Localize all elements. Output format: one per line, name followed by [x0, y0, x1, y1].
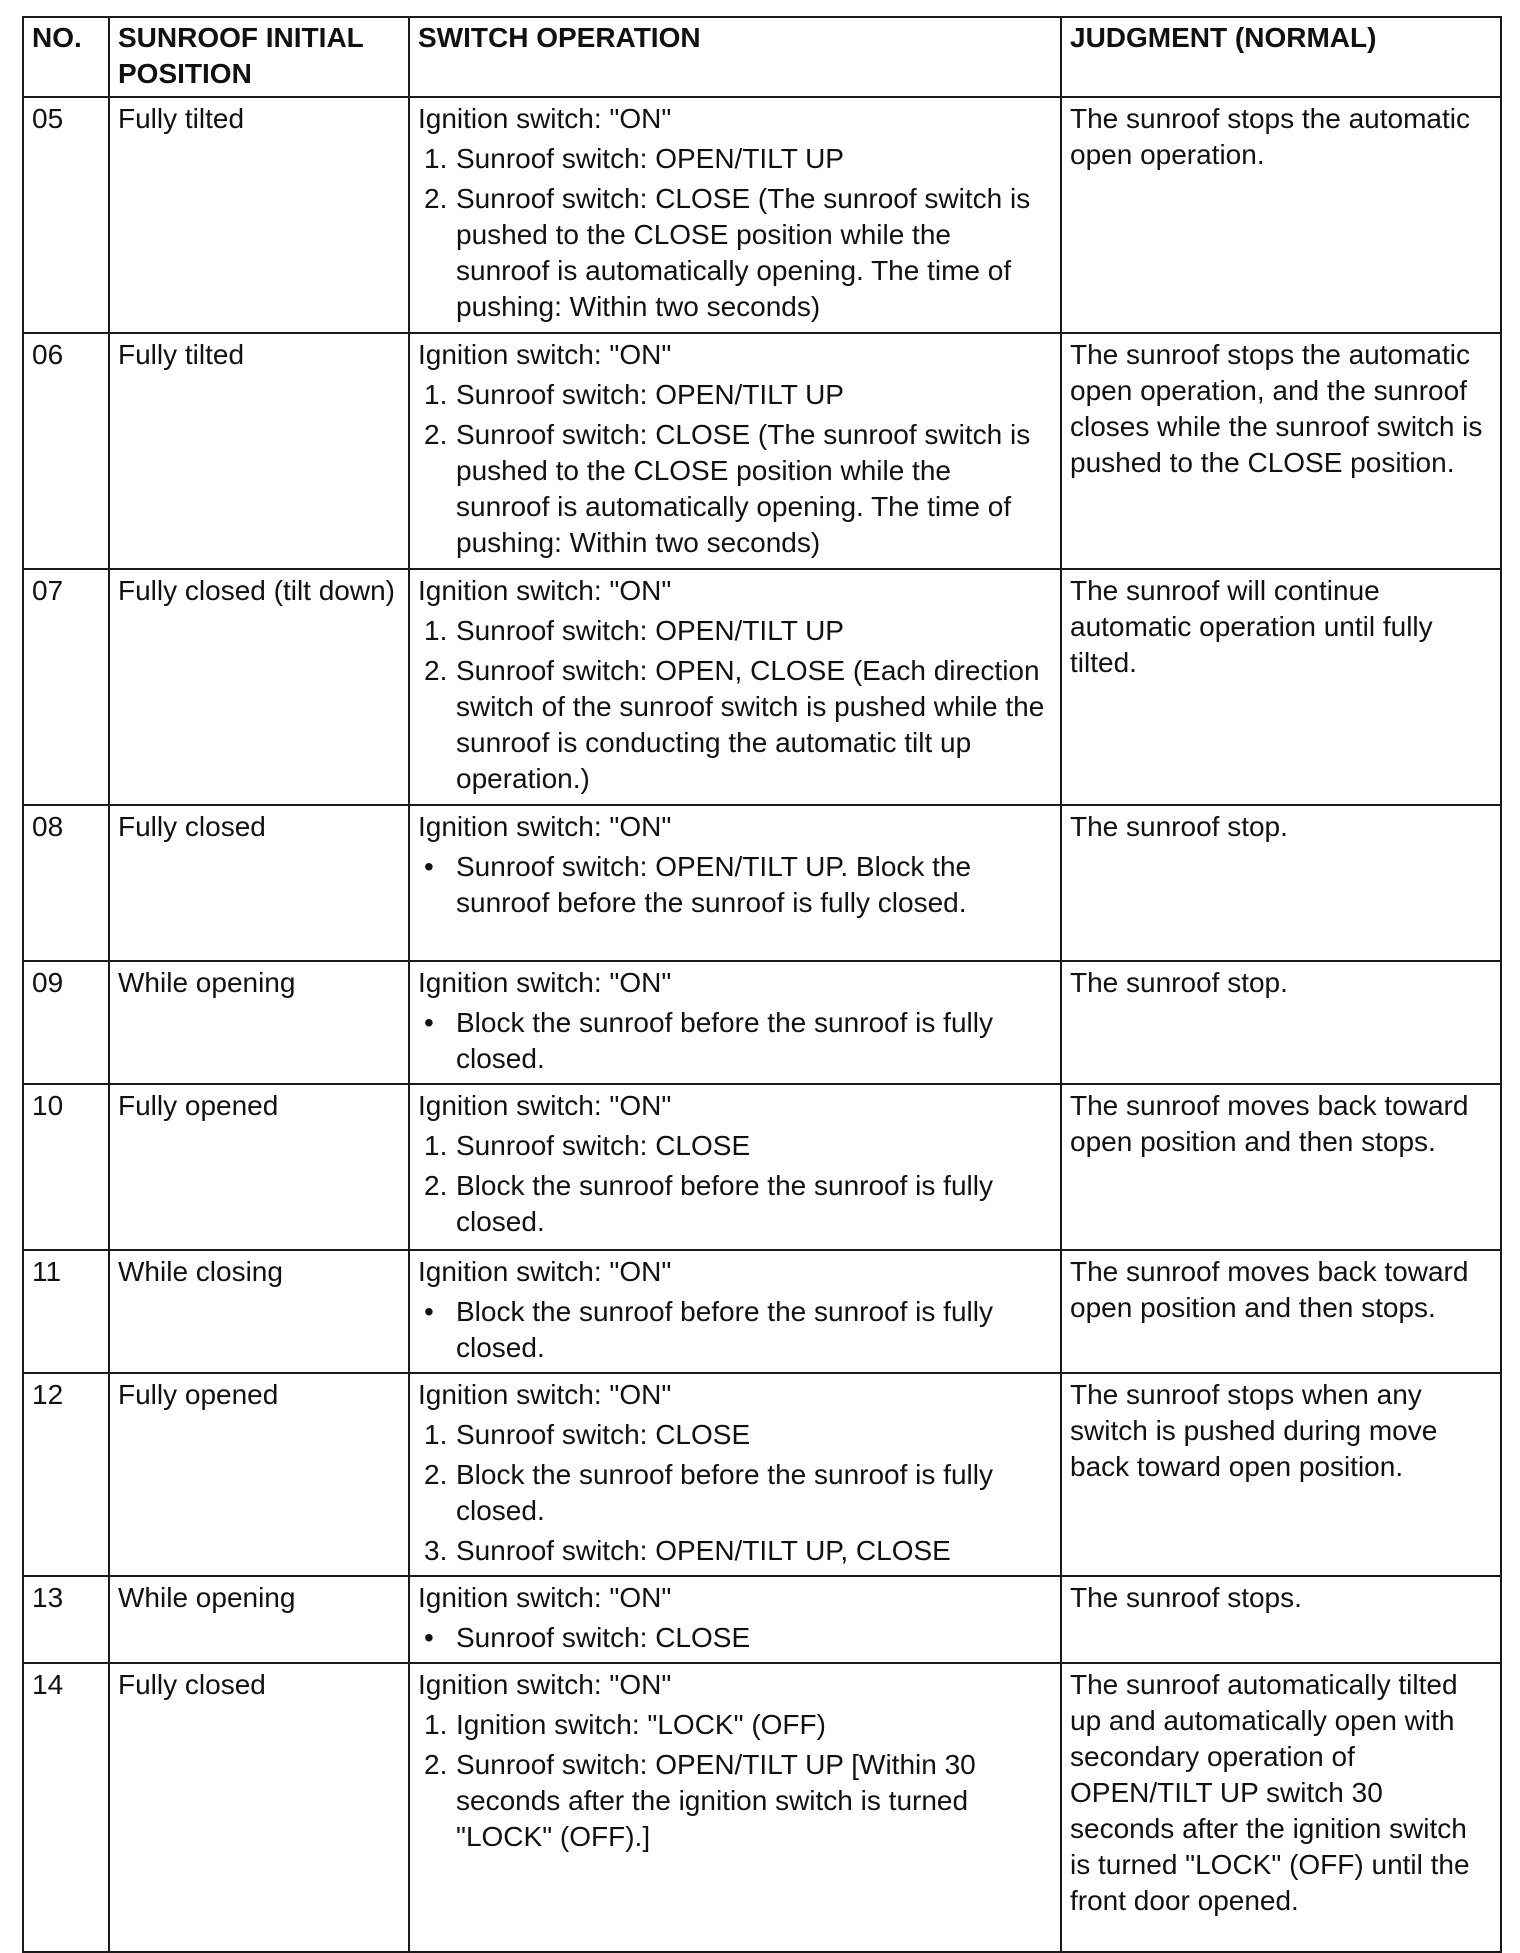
step-marker: 2. — [424, 419, 448, 450]
table-row — [23, 333, 1501, 569]
operation-step — [418, 1533, 1052, 1569]
operation-condition: Ignition switch: "ON" — [418, 339, 672, 370]
operation-step — [418, 141, 1052, 177]
operation-condition: Ignition switch: "ON" — [418, 1582, 672, 1613]
initial-position: Fully closed — [109, 805, 409, 961]
step-text: Sunroof switch: OPEN, CLOSE (Each direction switch of the sunroof switch is pushed while the sunroof is conducting the automatic tilt up operation.) — [456, 655, 1045, 794]
step-text: Sunroof switch: CLOSE (The sunroof switch is pushed to the CLOSE position while the sunroof is automatically opening. The time of pushing: Within two seconds) — [456, 183, 1031, 322]
judgment-normal: The sunroof stops the automatic open operation. — [1061, 97, 1501, 333]
switch-operation — [409, 97, 1061, 333]
header-no: NO. — [23, 17, 109, 97]
table-row — [23, 569, 1501, 805]
judgment-normal: The sunroof stops the automatic open operation, and the sunroof closes while the sunroof switch is pushed to the CLOSE position. — [1061, 333, 1501, 569]
operation-steps — [418, 849, 1052, 921]
initial-position: Fully closed — [109, 1663, 409, 1952]
operation-step — [418, 1747, 1052, 1855]
row-number: 14 — [23, 1663, 109, 1952]
operation-step — [418, 1707, 1052, 1743]
bullet-marker: • — [424, 1622, 434, 1653]
step-text: Sunroof switch: CLOSE (The sunroof switch is pushed to the CLOSE position while the sunroof is automatically opening. The time of pushing: Within two seconds) — [456, 419, 1031, 558]
step-marker: 2. — [424, 183, 448, 214]
step-marker: 1. — [424, 1709, 448, 1740]
table-row — [23, 1084, 1501, 1250]
judgment-normal: The sunroof automatically tilted up and automatically open with secondary operation of OPEN/TILT UP switch 30 seconds after the ignition switch is turned "LOCK" (OFF) until the front door opened. — [1061, 1663, 1501, 1952]
switch-operation — [409, 961, 1061, 1084]
step-text: Block the sunroof before the sunroof is fully closed. — [456, 1459, 993, 1526]
operation-step — [418, 1294, 1052, 1366]
operation-step — [418, 1005, 1052, 1077]
operation-step — [418, 1128, 1052, 1164]
step-marker: 1. — [424, 143, 448, 174]
operation-step — [418, 849, 1052, 921]
operation-condition: Ignition switch: "ON" — [418, 103, 672, 134]
table-header-row — [23, 17, 1501, 97]
operation-steps — [418, 141, 1052, 325]
operation-steps — [418, 1620, 1052, 1656]
operation-condition: Ignition switch: "ON" — [418, 811, 672, 842]
table-row — [23, 1373, 1501, 1576]
initial-position: Fully opened — [109, 1084, 409, 1250]
row-number: 06 — [23, 333, 109, 569]
switch-operation — [409, 333, 1061, 569]
step-marker: 2. — [424, 655, 448, 686]
step-marker: 1. — [424, 615, 448, 646]
judgment-normal: The sunroof moves back toward open position and then stops. — [1061, 1250, 1501, 1373]
row-number: 05 — [23, 97, 109, 333]
row-number: 12 — [23, 1373, 109, 1576]
table-row — [23, 805, 1501, 961]
step-text: Sunroof switch: OPEN/TILT UP [Within 30 seconds after the ignition switch is turned "LOCK" (OFF).] — [456, 1749, 976, 1852]
row-number: 08 — [23, 805, 109, 961]
judgment-normal: The sunroof stops. — [1061, 1576, 1501, 1663]
operation-step — [418, 1457, 1052, 1529]
operation-condition: Ignition switch: "ON" — [418, 1669, 672, 1700]
operation-step — [418, 653, 1052, 797]
bullet-marker: • — [424, 851, 434, 882]
operation-steps — [418, 1005, 1052, 1077]
judgment-normal: The sunroof stops when any switch is pushed during move back toward open position. — [1061, 1373, 1501, 1576]
step-text: Block the sunroof before the sunroof is fully closed. — [456, 1007, 993, 1074]
step-text: Sunroof switch: OPEN/TILT UP — [456, 379, 844, 410]
operation-step — [418, 377, 1052, 413]
step-marker: 2. — [424, 1749, 448, 1780]
header-judgment: JUDGMENT (NORMAL) — [1061, 17, 1501, 97]
step-marker: 3. — [424, 1535, 448, 1566]
header-switch-operation: SWITCH OPERATION — [409, 17, 1061, 97]
operation-step — [418, 1168, 1052, 1240]
initial-position: While opening — [109, 961, 409, 1084]
header-initial-position: SUNROOF INITIAL POSITION — [109, 17, 409, 97]
step-text: Sunroof switch: CLOSE — [456, 1622, 751, 1653]
initial-position: Fully tilted — [109, 97, 409, 333]
operation-condition: Ignition switch: "ON" — [418, 967, 672, 998]
table-row — [23, 97, 1501, 333]
operation-steps — [418, 377, 1052, 561]
judgment-normal: The sunroof moves back toward open position and then stops. — [1061, 1084, 1501, 1250]
row-number: 13 — [23, 1576, 109, 1663]
switch-operation — [409, 1084, 1061, 1250]
judgment-normal: The sunroof will continue automatic operation until fully tilted. — [1061, 569, 1501, 805]
step-text: Sunroof switch: OPEN/TILT UP. Block the sunroof before the sunroof is fully closed. — [456, 851, 972, 918]
sunroof-operation-table — [22, 16, 1502, 1953]
operation-step — [418, 1620, 1052, 1656]
step-text: Sunroof switch: OPEN/TILT UP — [456, 143, 844, 174]
operation-steps — [418, 1707, 1052, 1855]
step-text: Sunroof switch: OPEN/TILT UP — [456, 615, 844, 646]
switch-operation — [409, 1576, 1061, 1663]
initial-position: Fully closed (tilt down) — [109, 569, 409, 805]
switch-operation — [409, 1663, 1061, 1952]
row-number: 09 — [23, 961, 109, 1084]
table-row — [23, 1576, 1501, 1663]
operation-step — [418, 613, 1052, 649]
row-number: 07 — [23, 569, 109, 805]
judgment-normal: The sunroof stop. — [1061, 805, 1501, 961]
operation-steps — [418, 1128, 1052, 1240]
step-text: Ignition switch: "LOCK" (OFF) — [456, 1709, 826, 1740]
table-row — [23, 1250, 1501, 1373]
operation-condition: Ignition switch: "ON" — [418, 1379, 672, 1410]
bullet-marker: • — [424, 1007, 434, 1038]
sunroof-judgment-sheet — [22, 16, 1500, 1953]
initial-position: While opening — [109, 1576, 409, 1663]
step-text: Block the sunroof before the sunroof is fully closed. — [456, 1170, 993, 1237]
operation-steps — [418, 1294, 1052, 1366]
bullet-marker: • — [424, 1296, 434, 1327]
operation-steps — [418, 613, 1052, 797]
switch-operation — [409, 1250, 1061, 1373]
operation-step — [418, 181, 1052, 325]
row-number: 10 — [23, 1084, 109, 1250]
step-text: Block the sunroof before the sunroof is fully closed. — [456, 1296, 993, 1363]
operation-step — [418, 1417, 1052, 1453]
initial-position: Fully tilted — [109, 333, 409, 569]
initial-position: While closing — [109, 1250, 409, 1373]
switch-operation — [409, 1373, 1061, 1576]
step-marker: 1. — [424, 1419, 448, 1450]
step-text: Sunroof switch: OPEN/TILT UP, CLOSE — [456, 1535, 951, 1566]
operation-steps — [418, 1417, 1052, 1569]
initial-position: Fully opened — [109, 1373, 409, 1576]
step-marker: 2. — [424, 1459, 448, 1490]
judgment-normal: The sunroof stop. — [1061, 961, 1501, 1084]
step-marker: 2. — [424, 1170, 448, 1201]
step-marker: 1. — [424, 379, 448, 410]
switch-operation — [409, 569, 1061, 805]
step-text: Sunroof switch: CLOSE — [456, 1130, 751, 1161]
row-number: 11 — [23, 1250, 109, 1373]
table-row — [23, 961, 1501, 1084]
operation-condition: Ignition switch: "ON" — [418, 575, 672, 606]
switch-operation — [409, 805, 1061, 961]
step-text: Sunroof switch: CLOSE — [456, 1419, 751, 1450]
table-row — [23, 1663, 1501, 1952]
operation-condition: Ignition switch: "ON" — [418, 1090, 672, 1121]
operation-step — [418, 417, 1052, 561]
step-marker: 1. — [424, 1130, 448, 1161]
operation-condition: Ignition switch: "ON" — [418, 1256, 672, 1287]
